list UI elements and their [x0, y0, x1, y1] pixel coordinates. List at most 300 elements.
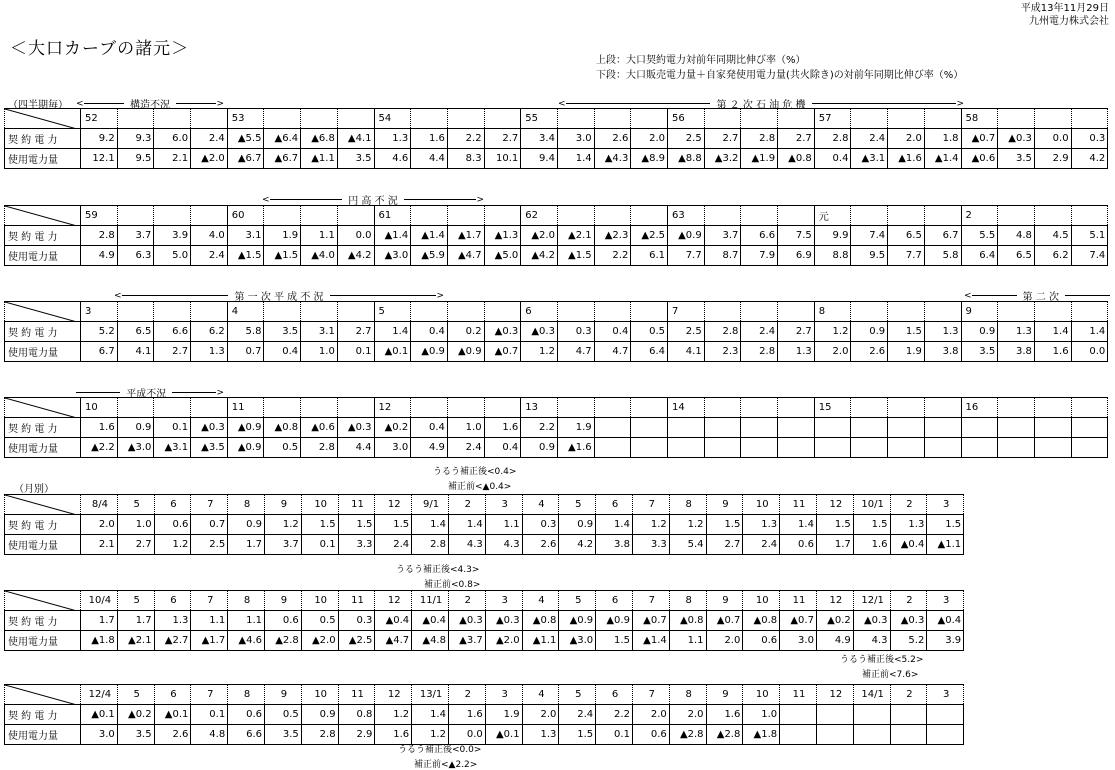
quarterly-table-4 — [4, 397, 1108, 458]
value-cell: 3.0 — [780, 631, 817, 651]
year-cell — [998, 109, 1035, 129]
value-cell: ▲0.7 — [961, 129, 998, 149]
month-cell: 7 — [632, 591, 669, 611]
usage-row-label: 使用電力量 — [5, 631, 81, 651]
monthly-table-3 — [4, 684, 964, 745]
year-cell: 8 — [814, 302, 851, 322]
month-cell: 11 — [780, 685, 817, 705]
year-cell — [631, 206, 668, 226]
year-cell — [411, 398, 448, 418]
value-cell: ▲0.3 — [890, 611, 927, 631]
value-cell: 2.0 — [631, 129, 668, 149]
value-cell: ▲0.1 — [485, 725, 522, 745]
value-cell: 9.3 — [117, 129, 154, 149]
value-cell: 1.1 — [485, 515, 522, 535]
month-cell: 9/1 — [412, 495, 449, 515]
value-cell: 2.4 — [851, 129, 888, 149]
contract-row — [5, 705, 964, 725]
value-cell: 0.1 — [337, 342, 374, 362]
value-cell: ▲1.6 — [557, 438, 594, 458]
value-cell: 0.6 — [743, 631, 780, 651]
value-cell — [851, 438, 888, 458]
month-cell: 12 — [375, 495, 412, 515]
value-cell: 4.2 — [1071, 149, 1108, 169]
value-cell: 10.1 — [484, 149, 521, 169]
year-cell: 14 — [668, 398, 705, 418]
value-cell: ▲2.8 — [669, 725, 706, 745]
value-cell: 4.0 — [191, 226, 228, 246]
value-cell: 2.2 — [596, 705, 633, 725]
value-cell: 3.3 — [632, 535, 669, 555]
value-cell: ▲0.4 — [927, 611, 964, 631]
value-cell: 1.5 — [853, 515, 890, 535]
value-cell — [924, 418, 961, 438]
value-cell: 4.4 — [411, 149, 448, 169]
value-cell: ▲0.7 — [632, 611, 669, 631]
value-cell: ▲0.3 — [521, 322, 558, 342]
value-cell — [998, 418, 1035, 438]
value-cell: 1.4 — [596, 515, 633, 535]
value-cell: ▲3.1 — [851, 149, 888, 169]
value-cell: 9.2 — [81, 129, 118, 149]
value-cell: 0.1 — [191, 705, 228, 725]
value-cell: 4.8 — [998, 226, 1035, 246]
value-cell: ▲1.5 — [227, 246, 264, 266]
value-cell: 4.9 — [816, 631, 853, 651]
value-cell: 1.3 — [522, 725, 559, 745]
contract-row-label: 契 約 電 力 — [5, 418, 81, 438]
value-cell: 1.3 — [191, 342, 228, 362]
value-cell: ▲1.4 — [411, 226, 448, 246]
value-cell: 9.5 — [117, 149, 154, 169]
value-cell: 5.0 — [154, 246, 191, 266]
value-cell: ▲4.7 — [375, 631, 412, 651]
month-cell: 4 — [522, 685, 559, 705]
usage-row — [5, 631, 964, 651]
month-cell: 3 — [485, 495, 522, 515]
value-cell: ▲0.1 — [374, 342, 411, 362]
value-cell — [961, 438, 998, 458]
value-cell: ▲0.6 — [301, 418, 338, 438]
value-cell: 1.5 — [375, 515, 412, 535]
value-cell: 4.8 — [191, 725, 228, 745]
value-cell: 1.5 — [706, 515, 743, 535]
value-cell: 0.5 — [301, 611, 338, 631]
value-cell: ▲0.9 — [668, 226, 705, 246]
year-cell — [998, 398, 1035, 418]
corner-cell — [5, 206, 81, 226]
usage-row-label: 使用電力量 — [5, 246, 81, 266]
value-cell: 3.5 — [264, 322, 301, 342]
value-cell: 6.7 — [924, 226, 961, 246]
year-cell — [924, 206, 961, 226]
value-cell: 6.3 — [117, 246, 154, 266]
year-cell — [778, 206, 815, 226]
month-cell: 6 — [154, 591, 191, 611]
year-cell — [337, 206, 374, 226]
value-cell — [778, 438, 815, 458]
report-date: 平成13年11月29日 — [1020, 3, 1109, 14]
month-cell: 5 — [117, 591, 154, 611]
value-cell: ▲1.8 — [743, 725, 780, 745]
year-cell — [888, 109, 925, 129]
value-cell: ▲0.8 — [778, 149, 815, 169]
year-cell — [557, 398, 594, 418]
year-cell — [301, 302, 338, 322]
month-cell: 12 — [816, 685, 853, 705]
value-cell: 0.9 — [301, 705, 338, 725]
value-cell: 1.5 — [301, 515, 338, 535]
month-cell: 9 — [264, 591, 301, 611]
value-cell: ▲1.7 — [447, 226, 484, 246]
value-cell: 6.6 — [228, 725, 265, 745]
period-first-heisei-recession-text: 第 一 次 平 成 不 況 — [234, 292, 324, 303]
value-cell: 0.5 — [264, 705, 301, 725]
month-cell: 2 — [890, 591, 927, 611]
value-cell — [1034, 418, 1071, 438]
value-cell: 0.0 — [448, 725, 485, 745]
value-cell: 1.6 — [375, 725, 412, 745]
contract-row-label: 契 約 電 力 — [5, 129, 81, 149]
month-cell: 12/4 — [81, 685, 118, 705]
year-cell: 6 — [521, 302, 558, 322]
value-cell: 0.7 — [191, 515, 228, 535]
value-cell: ▲4.2 — [337, 246, 374, 266]
value-cell: 2.8 — [412, 535, 449, 555]
year-cell — [264, 109, 301, 129]
year-cell — [154, 398, 191, 418]
value-cell: 2.7 — [117, 535, 154, 555]
header-row — [5, 685, 964, 705]
year-cell — [741, 398, 778, 418]
value-cell: 2.6 — [594, 129, 631, 149]
month-cell: 3 — [485, 685, 522, 705]
value-cell: 4.7 — [557, 342, 594, 362]
value-cell — [1071, 418, 1108, 438]
header-row — [5, 206, 1108, 226]
value-cell: ▲0.2 — [374, 418, 411, 438]
year-cell — [264, 206, 301, 226]
year-cell — [594, 398, 631, 418]
company-name: 九州電力株式会社 — [1029, 16, 1109, 27]
value-cell: 2.3 — [704, 342, 741, 362]
period-second-oil-crisis-text: 第 ２ 次 石 油 危 機 — [716, 100, 806, 111]
value-cell: ▲1.1 — [522, 631, 559, 651]
month-cell: 10/1 — [853, 495, 890, 515]
value-cell: 1.4 — [412, 705, 449, 725]
value-cell: ▲0.3 — [485, 611, 522, 631]
year-cell — [557, 302, 594, 322]
value-cell: 5.4 — [669, 535, 706, 555]
year-cell — [594, 109, 631, 129]
month-cell: 2 — [448, 685, 485, 705]
value-cell: 2.0 — [522, 705, 559, 725]
value-cell: 6.5 — [998, 246, 1035, 266]
period-yen-appreciation: < 円 高 不 況 > — [262, 192, 484, 207]
value-cell: 6.2 — [191, 322, 228, 342]
value-cell — [741, 418, 778, 438]
value-cell: 9.9 — [814, 226, 851, 246]
year-cell — [447, 206, 484, 226]
year-cell — [741, 109, 778, 129]
value-cell: 1.3 — [778, 342, 815, 362]
value-cell: 0.8 — [338, 705, 375, 725]
value-cell: 1.4 — [780, 515, 817, 535]
value-cell: 0.4 — [484, 438, 521, 458]
year-cell: 9 — [961, 302, 998, 322]
value-cell: 0.1 — [596, 725, 633, 745]
value-cell: 2.8 — [301, 725, 338, 745]
value-cell — [927, 705, 964, 725]
value-cell — [853, 725, 890, 745]
value-cell: 4.3 — [448, 535, 485, 555]
year-cell — [1034, 398, 1071, 418]
contract-row — [5, 129, 1108, 149]
value-cell: 0.3 — [1071, 129, 1108, 149]
value-cell: 4.9 — [411, 438, 448, 458]
value-cell: 0.9 — [521, 438, 558, 458]
period-heisei-recession-text: 平成不況 — [126, 389, 167, 400]
year-cell: 59 — [81, 206, 118, 226]
value-cell: 0.6 — [228, 705, 265, 725]
value-cell: ▲0.3 — [448, 611, 485, 631]
value-cell: 0.6 — [154, 515, 191, 535]
value-cell: ▲1.5 — [557, 246, 594, 266]
value-cell: 2.7 — [484, 129, 521, 149]
value-cell: 1.5 — [559, 725, 596, 745]
value-cell: 5.8 — [227, 322, 264, 342]
year-cell — [1071, 109, 1108, 129]
value-cell: ▲0.2 — [816, 611, 853, 631]
value-cell: 3.5 — [264, 725, 301, 745]
value-cell: ▲0.1 — [154, 705, 191, 725]
year-cell: 56 — [668, 109, 705, 129]
value-cell: ▲0.2 — [117, 705, 154, 725]
value-cell — [780, 705, 817, 725]
value-cell: 2.1 — [81, 535, 118, 555]
month-cell: 11 — [780, 495, 817, 515]
value-cell: 2.4 — [559, 705, 596, 725]
period-structural-recession-text: 構造不況 — [130, 100, 170, 111]
value-cell: 1.3 — [890, 515, 927, 535]
contract-row-label: 契 約 電 力 — [5, 322, 81, 342]
value-cell — [853, 705, 890, 725]
value-cell: ▲2.5 — [631, 226, 668, 246]
value-cell: 3.5 — [117, 725, 154, 745]
value-cell — [668, 418, 705, 438]
value-cell: 6.4 — [631, 342, 668, 362]
value-cell: 2.8 — [704, 322, 741, 342]
value-cell — [1034, 438, 1071, 458]
period-second-oil-crisis: < 第 ２ 次 石 油 危 機 > — [558, 96, 964, 111]
year-cell — [154, 206, 191, 226]
year-cell: 11 — [227, 398, 264, 418]
value-cell: ▲0.7 — [484, 342, 521, 362]
year-cell — [851, 398, 888, 418]
value-cell: 7.7 — [668, 246, 705, 266]
value-cell: 4.3 — [853, 631, 890, 651]
value-cell: 2.0 — [81, 515, 118, 535]
value-cell: 1.2 — [154, 535, 191, 555]
month-cell: 5 — [117, 495, 154, 515]
month-cell: 9 — [706, 685, 743, 705]
value-cell: 2.8 — [741, 342, 778, 362]
month-cell: 14/1 — [853, 685, 890, 705]
value-cell: 1.4 — [412, 515, 449, 535]
legend-lower: 下段：大口販売電力量＋自家発使用電力量(共火除き)の対前年同期比伸び率（%） — [596, 70, 964, 81]
value-cell — [924, 438, 961, 458]
month-cell: 5 — [559, 591, 596, 611]
value-cell: 0.6 — [264, 611, 301, 631]
value-cell: 3.0 — [557, 129, 594, 149]
period-second-heisei-text: 第 二 次 — [1022, 292, 1059, 303]
corner-cell — [5, 398, 81, 418]
value-cell: 0.0 — [1071, 342, 1108, 362]
value-cell: 2.4 — [191, 129, 228, 149]
value-cell: ▲3.7 — [448, 631, 485, 651]
value-cell: 2.7 — [154, 342, 191, 362]
value-cell: ▲1.3 — [484, 226, 521, 246]
value-cell: 1.7 — [117, 611, 154, 631]
month-cell: 2 — [448, 591, 485, 611]
value-cell: 0.3 — [338, 611, 375, 631]
value-cell: 0.4 — [411, 322, 448, 342]
value-cell: ▲0.3 — [853, 611, 890, 631]
value-cell: 2.8 — [81, 226, 118, 246]
value-cell: ▲1.1 — [927, 535, 964, 555]
value-cell: 1.4 — [557, 149, 594, 169]
year-cell: 13 — [521, 398, 558, 418]
value-cell: 2.7 — [778, 129, 815, 149]
value-cell: ▲4.8 — [412, 631, 449, 651]
month-cell: 5 — [117, 685, 154, 705]
value-cell: ▲2.1 — [117, 631, 154, 651]
month-cell: 8 — [669, 685, 706, 705]
value-cell — [1071, 438, 1108, 458]
value-cell: ▲0.9 — [227, 438, 264, 458]
value-cell: ▲1.5 — [264, 246, 301, 266]
year-cell — [447, 109, 484, 129]
legend-upper: 上段：大口契約電力対前年同期比伸び率（%） — [596, 55, 806, 66]
value-cell: ▲0.9 — [596, 611, 633, 631]
contract-row — [5, 322, 1108, 342]
value-cell: 4.5 — [1034, 226, 1071, 246]
value-cell: 1.2 — [375, 705, 412, 725]
value-cell — [998, 438, 1035, 458]
usage-row-label: 使用電力量 — [5, 438, 81, 458]
month-cell: 11 — [780, 591, 817, 611]
year-cell: 16 — [961, 398, 998, 418]
year-cell — [924, 302, 961, 322]
quarterly-table-1 — [4, 108, 1108, 169]
month-cell: 6 — [596, 591, 633, 611]
value-cell: 4.3 — [485, 535, 522, 555]
value-cell: ▲0.4 — [412, 611, 449, 631]
value-cell: 2.4 — [741, 322, 778, 342]
month-cell: 6 — [596, 495, 633, 515]
year-cell — [117, 109, 154, 129]
year-cell — [484, 109, 521, 129]
year-cell — [1071, 398, 1108, 418]
value-cell: 1.1 — [228, 611, 265, 631]
value-cell: 0.4 — [411, 418, 448, 438]
corner-cell — [5, 685, 81, 705]
year-cell: 63 — [668, 206, 705, 226]
value-cell: ▲0.7 — [706, 611, 743, 631]
value-cell: ▲2.8 — [706, 725, 743, 745]
value-cell — [668, 438, 705, 458]
value-cell: 6.5 — [117, 322, 154, 342]
month-cell: 10 — [743, 685, 780, 705]
value-cell: 6.5 — [888, 226, 925, 246]
value-cell: 7.4 — [851, 226, 888, 246]
value-cell: ▲5.5 — [227, 129, 264, 149]
month-cell: 10 — [743, 495, 780, 515]
value-cell — [888, 418, 925, 438]
year-cell — [337, 109, 374, 129]
year-cell: 58 — [961, 109, 998, 129]
value-cell: 0.4 — [814, 149, 851, 169]
value-cell: 8.7 — [704, 246, 741, 266]
month-cell: 6 — [154, 495, 191, 515]
year-cell — [1071, 302, 1108, 322]
year-cell — [301, 206, 338, 226]
value-cell: 3.5 — [998, 149, 1035, 169]
value-cell: 4.7 — [594, 342, 631, 362]
period-structural-recession: < 構造不況 > — [76, 96, 224, 111]
value-cell: 3.1 — [227, 226, 264, 246]
year-cell — [704, 398, 741, 418]
year-cell — [888, 206, 925, 226]
year-cell: 62 — [521, 206, 558, 226]
usage-row-label: 使用電力量 — [5, 725, 81, 745]
value-cell: 1.6 — [411, 129, 448, 149]
year-cell: 12 — [374, 398, 411, 418]
value-cell: 0.6 — [632, 725, 669, 745]
value-cell: ▲6.4 — [264, 129, 301, 149]
value-cell — [814, 418, 851, 438]
year-cell: 60 — [227, 206, 264, 226]
value-cell — [741, 438, 778, 458]
month-cell: 10 — [301, 495, 338, 515]
value-cell: 2.6 — [522, 535, 559, 555]
value-cell: 1.4 — [448, 515, 485, 535]
month-cell: 13/1 — [412, 685, 449, 705]
value-cell: 0.5 — [631, 322, 668, 342]
value-cell: 3.8 — [998, 342, 1035, 362]
year-cell — [888, 398, 925, 418]
value-cell: 4.9 — [81, 246, 118, 266]
value-cell: 1.9 — [557, 418, 594, 438]
month-cell: 12 — [816, 591, 853, 611]
note-m3-before: 補正前<▲2.2> — [414, 760, 478, 770]
value-cell: 2.4 — [375, 535, 412, 555]
value-cell: 0.0 — [337, 226, 374, 246]
year-cell — [191, 398, 228, 418]
value-cell: 2.5 — [668, 322, 705, 342]
month-cell: 9 — [264, 495, 301, 515]
year-cell — [411, 206, 448, 226]
value-cell: ▲4.6 — [228, 631, 265, 651]
value-cell: 6.0 — [154, 129, 191, 149]
value-cell — [704, 418, 741, 438]
month-cell: 10 — [301, 685, 338, 705]
month-cell: 8 — [669, 495, 706, 515]
value-cell: 3.5 — [337, 149, 374, 169]
year-cell: 15 — [814, 398, 851, 418]
year-cell — [191, 302, 228, 322]
month-cell: 12 — [375, 591, 412, 611]
